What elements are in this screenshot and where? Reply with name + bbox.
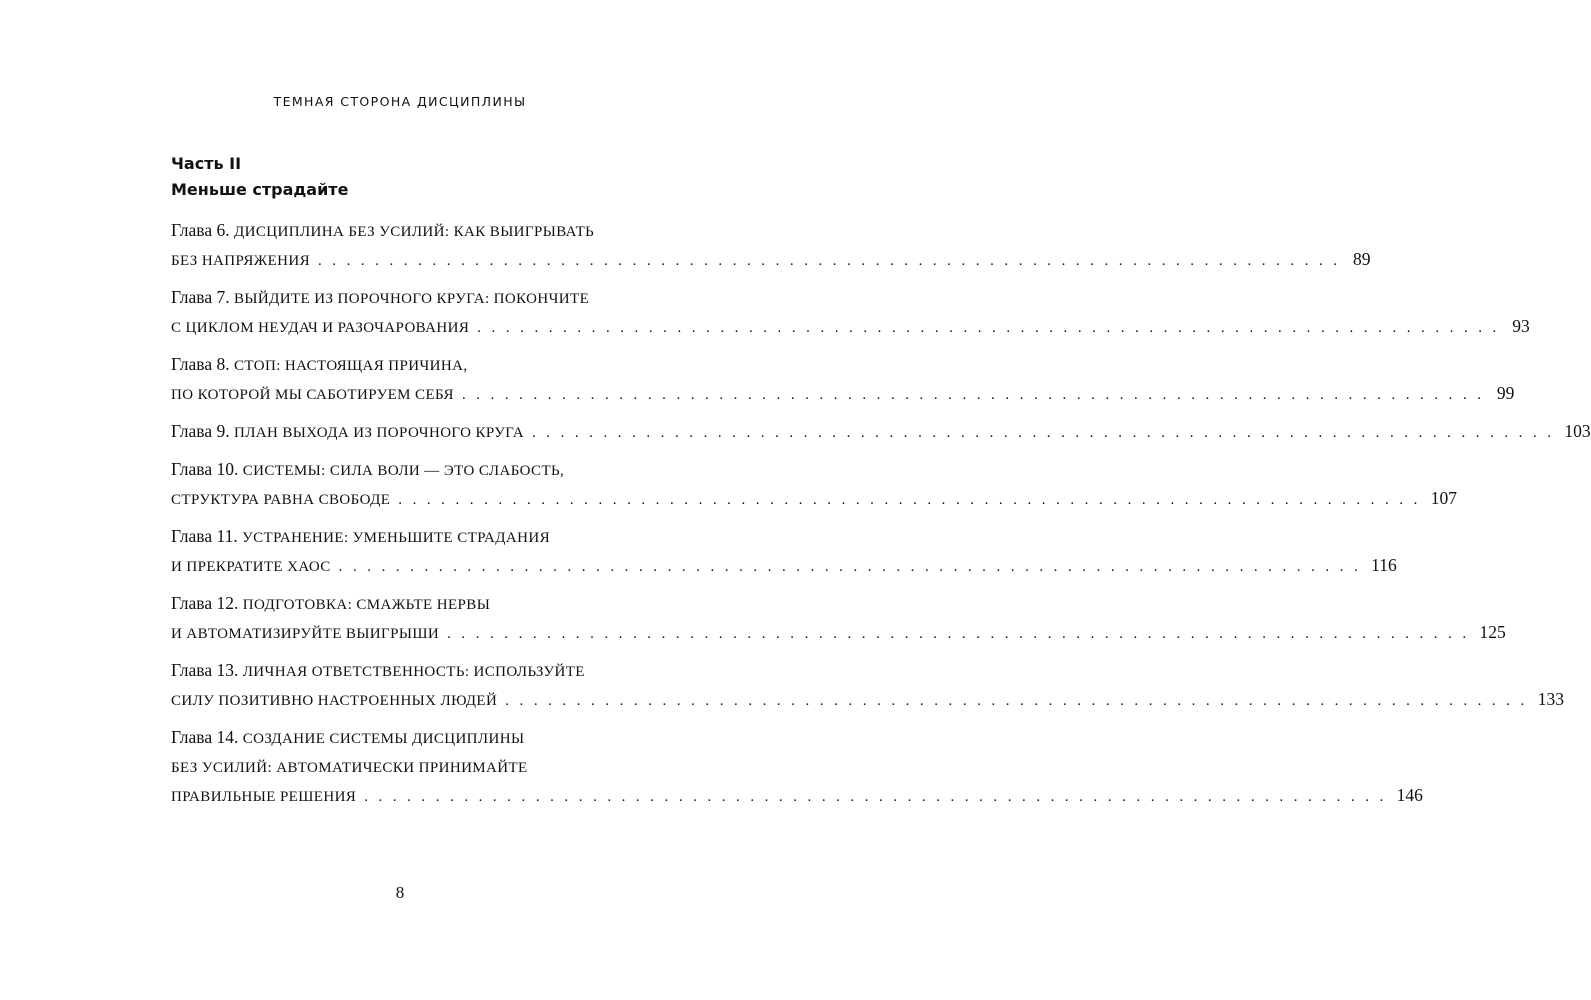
toc-line	[171, 351, 685, 380]
toc-line	[171, 686, 1564, 715]
chapter-title: СИСТЕМЫ: СИЛА ВОЛИ — ЭТО СЛАБОСТЬ,	[242, 463, 565, 479]
page-reference: 133	[1537, 689, 1564, 709]
page-reference: 93	[1512, 316, 1530, 336]
dot-leader: . . . . . . . . . . . . . . . . . . . . . . . . . . . . . . . . . . . . . . . . . . . . . . . . . . . . . . . . . . . . . . . . . . . . . . . .	[338, 559, 1362, 575]
toc-line-text	[171, 619, 439, 648]
chapter-title: ПОДГОТОВКА: СМАЖЬТЕ НЕРВЫ	[242, 597, 491, 613]
toc-line-text	[171, 686, 497, 715]
chapter-number: Глава 11.	[171, 526, 238, 546]
chapter-number: Глава 10.	[171, 459, 239, 479]
chapter-number: Глава 14.	[171, 727, 239, 747]
page-reference: 103	[1564, 421, 1591, 441]
toc-line	[171, 657, 685, 686]
toc-entry	[171, 217, 1371, 275]
part-title: Меньше страдайте	[171, 180, 349, 199]
chapter-title: ДИСЦИПЛИНА БЕЗ УСИЛИЙ: КАК ВЫИГРЫВАТЬ	[233, 224, 595, 240]
chapter-title: И АВТОМАТИЗИРУЙТЕ ВЫИГРЫШИ	[171, 626, 440, 642]
dot-leader: . . . . . . . . . . . . . . . . . . . . . . . . . . . . . . . . . . . . . . . . . . . . . . . . . . . . . . . . . . . . . . . . . . . . . . . .	[531, 425, 1555, 441]
toc-line	[171, 217, 685, 246]
chapter-number: Глава 9.	[171, 421, 230, 441]
part-heading	[171, 151, 348, 203]
dot-leader: . . . . . . . . . . . . . . . . . . . . . . . . . . . . . . . . . . . . . . . . . . . . . . . . . . . . . . . . . . . . . . . . . . . . . . . .	[318, 253, 1341, 269]
chapter-title: БЕЗ НАПРЯЖЕНИЯ	[171, 253, 310, 269]
chapter-number: Глава 8.	[171, 354, 230, 374]
toc-line-text	[171, 313, 469, 342]
dot-leader: . . . . . . . . . . . . . . . . . . . . . . . . . . . . . . . . . . . . . . . . . . . . . . . . . . . . . . . . . . . . . . . . . . . . . . . .	[447, 626, 1470, 642]
toc-line	[171, 284, 685, 313]
chapter-number: Глава 7.	[171, 287, 230, 307]
toc-entry	[171, 284, 1530, 342]
dot-leader: . . . . . . . . . . . . . . . . . . . . . . . . . . . . . . . . . . . . . . . . . . . . . . . . . . . . . . . . . . . . . . . . . . . . . . . .	[364, 789, 1387, 805]
toc-entry	[171, 351, 1515, 409]
toc-line	[171, 753, 685, 782]
page-reference: 125	[1479, 622, 1506, 642]
page-reference: 146	[1396, 785, 1423, 805]
running-header: ТЕМНАЯ СТОРОНА ДИСЦИПЛИНЫ	[273, 94, 527, 109]
page-reference: 107	[1430, 488, 1457, 508]
toc-entry	[171, 523, 1397, 581]
part-number: Часть II	[171, 154, 242, 173]
chapter-title: С ЦИКЛОМ НЕУДАЧ И РАЗОЧАРОВАНИЯ	[171, 320, 470, 336]
toc-entry	[171, 456, 1457, 514]
page-reference: 89	[1352, 249, 1371, 269]
page-number: 8	[395, 883, 405, 902]
toc-line-text	[171, 246, 310, 275]
chapter-title: СТОП: НАСТОЯЩАЯ ПРИЧИНА,	[233, 358, 468, 374]
toc-line-text	[171, 418, 524, 447]
chapter-title: ПО КОТОРОЙ МЫ САБОТИРУЕМ СЕБЯ	[171, 387, 454, 403]
dot-leader: . . . . . . . . . . . . . . . . . . . . . . . . . . . . . . . . . . . . . . . . . . . . . . . . . . . . . . . . . . . . . . . . . . . . . . . .	[505, 693, 1528, 709]
chapter-title: И ПРЕКРАТИТЕ ХАОС	[171, 559, 331, 575]
chapter-title: СТРУКТУРА РАВНА СВОБОДЕ	[171, 492, 391, 508]
toc-line	[171, 724, 685, 753]
chapter-title: БЕЗ УСИЛИЙ: АВТОМАТИЧЕСКИ ПРИНИМАЙТЕ	[171, 760, 528, 776]
toc-line-text	[171, 485, 390, 514]
toc-entry	[171, 590, 1506, 648]
chapter-number: Глава 6.	[171, 220, 230, 240]
toc-entry	[171, 657, 1564, 715]
toc-line	[171, 380, 1515, 409]
dot-leader: . . . . . . . . . . . . . . . . . . . . . . . . . . . . . . . . . . . . . . . . . . . . . . . . . . . . . . . . . . . . . . . . . . . . . . . .	[461, 387, 1485, 403]
toc-line-text	[171, 552, 331, 581]
toc-line	[171, 619, 1506, 648]
table-of-contents	[171, 217, 1591, 820]
page-reference: 99	[1496, 383, 1515, 403]
chapter-title: ЛИЧНАЯ ОТВЕТСТВЕННОСТЬ: ИСПОЛЬЗУЙТЕ	[242, 664, 585, 680]
chapter-title: ВЫЙДИТЕ ИЗ ПОРОЧНОГО КРУГА: ПОКОНЧИТЕ	[233, 291, 590, 307]
page-reference: 116	[1371, 555, 1397, 575]
dot-leader: . . . . . . . . . . . . . . . . . . . . . . . . . . . . . . . . . . . . . . . . . . . . . . . . . . . . . . . . . . . . . . . . . . . . . . . .	[477, 320, 1500, 336]
chapter-title: СИЛУ ПОЗИТИВНО НАСТРОЕННЫХ ЛЮДЕЙ	[171, 693, 498, 709]
chapter-title: ПРАВИЛЬНЫЕ РЕШЕНИЯ	[171, 789, 357, 805]
toc-line	[171, 418, 1591, 447]
chapter-title: УСТРАНЕНИЕ: УМЕНЬШИТЕ СТРАДАНИЯ	[242, 530, 551, 546]
toc-line-text	[171, 782, 356, 811]
toc-entry	[171, 724, 1423, 811]
toc-line	[171, 313, 1530, 342]
toc-line	[171, 246, 1371, 275]
toc-line	[171, 523, 685, 552]
toc-line	[171, 590, 685, 619]
toc-line	[171, 485, 1457, 514]
chapter-title: ПЛАН ВЫХОДА ИЗ ПОРОЧНОГО КРУГА	[233, 425, 524, 441]
toc-line-text	[171, 380, 454, 409]
chapter-title: СОЗДАНИЕ СИСТЕМЫ ДИСЦИПЛИНЫ	[242, 731, 525, 747]
chapter-number: Глава 12.	[171, 593, 239, 613]
toc-line	[171, 552, 1397, 581]
toc-line	[171, 782, 1423, 811]
chapter-number: Глава 13.	[171, 660, 239, 680]
toc-entry	[171, 418, 1591, 447]
dot-leader: . . . . . . . . . . . . . . . . . . . . . . . . . . . . . . . . . . . . . . . . . . . . . . . . . . . . . . . . . . . . . . . . . . . . . . . .	[398, 492, 1421, 508]
toc-line	[171, 456, 685, 485]
